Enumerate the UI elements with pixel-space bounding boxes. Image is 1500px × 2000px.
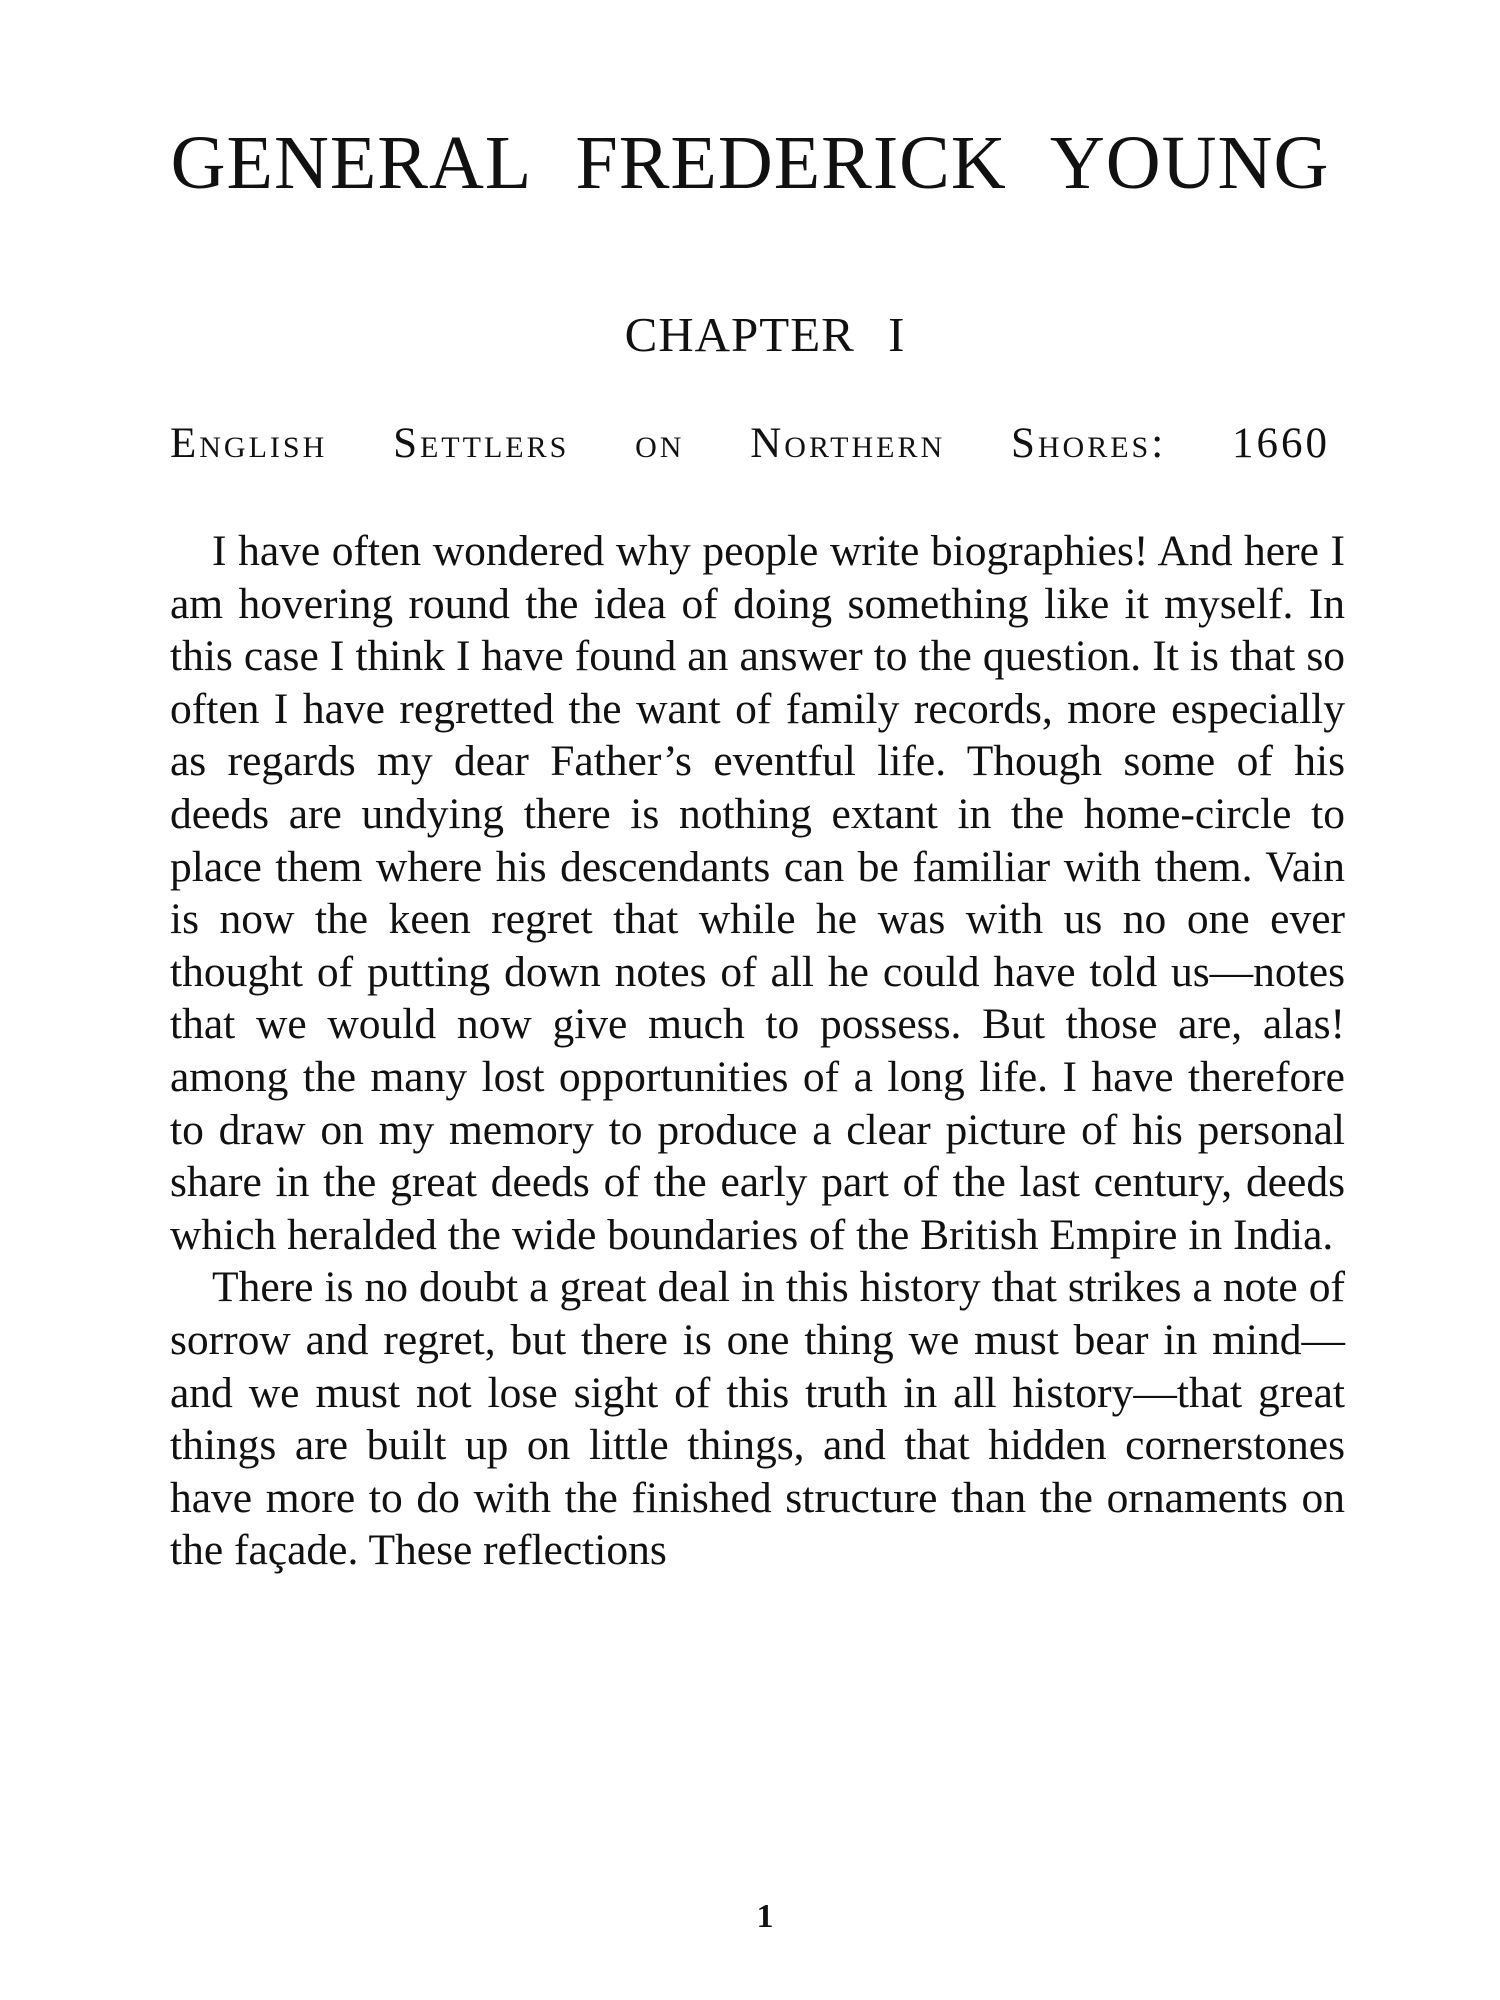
paragraph: I have often wondered why people write biographies! And here I am hovering round the idea of doing something like it myself. In this case I think I have found an answer to the question. It is that so often I have regretted the want of family records, more especially as regards my dear Father’s eventful life. Though some of his deeds are undying there is nothing extant in the home-circle to place them where his descendants can be familiar with them. Vain is now the keen regret that while he was with us no one ever thought of putting down notes of all he could have told us—notes that we would now give much to possess. But those are, alas! among the many lost opportunities of a long life. I have therefore to draw on my memory to produce a clear picture of his personal share in the great deeds of the early part of the last century, deeds which heralded the wide boundaries of the British Empire in India. <box>170 527 1345 1259</box>
chapter-heading: CHAPTER I <box>624 307 906 362</box>
body-text <box>170 525 1345 1577</box>
paragraph: There is no doubt a great deal in this history that strikes a note of sorrow and regret, but there is one thing we must bear in mind—and we must not lose sight of this truth in all history—that great things are built up on little things, and that hidden cornerstones have more to do with the finished structure than the ornaments on the façade. These reflections <box>170 1263 1345 1575</box>
chapter-subtitle: English Settlers on Northern Shores: 1660 <box>170 420 1330 467</box>
running-title: GENERAL FREDERICK YOUNG <box>170 121 1330 205</box>
page-number: 1 <box>756 1898 774 1935</box>
